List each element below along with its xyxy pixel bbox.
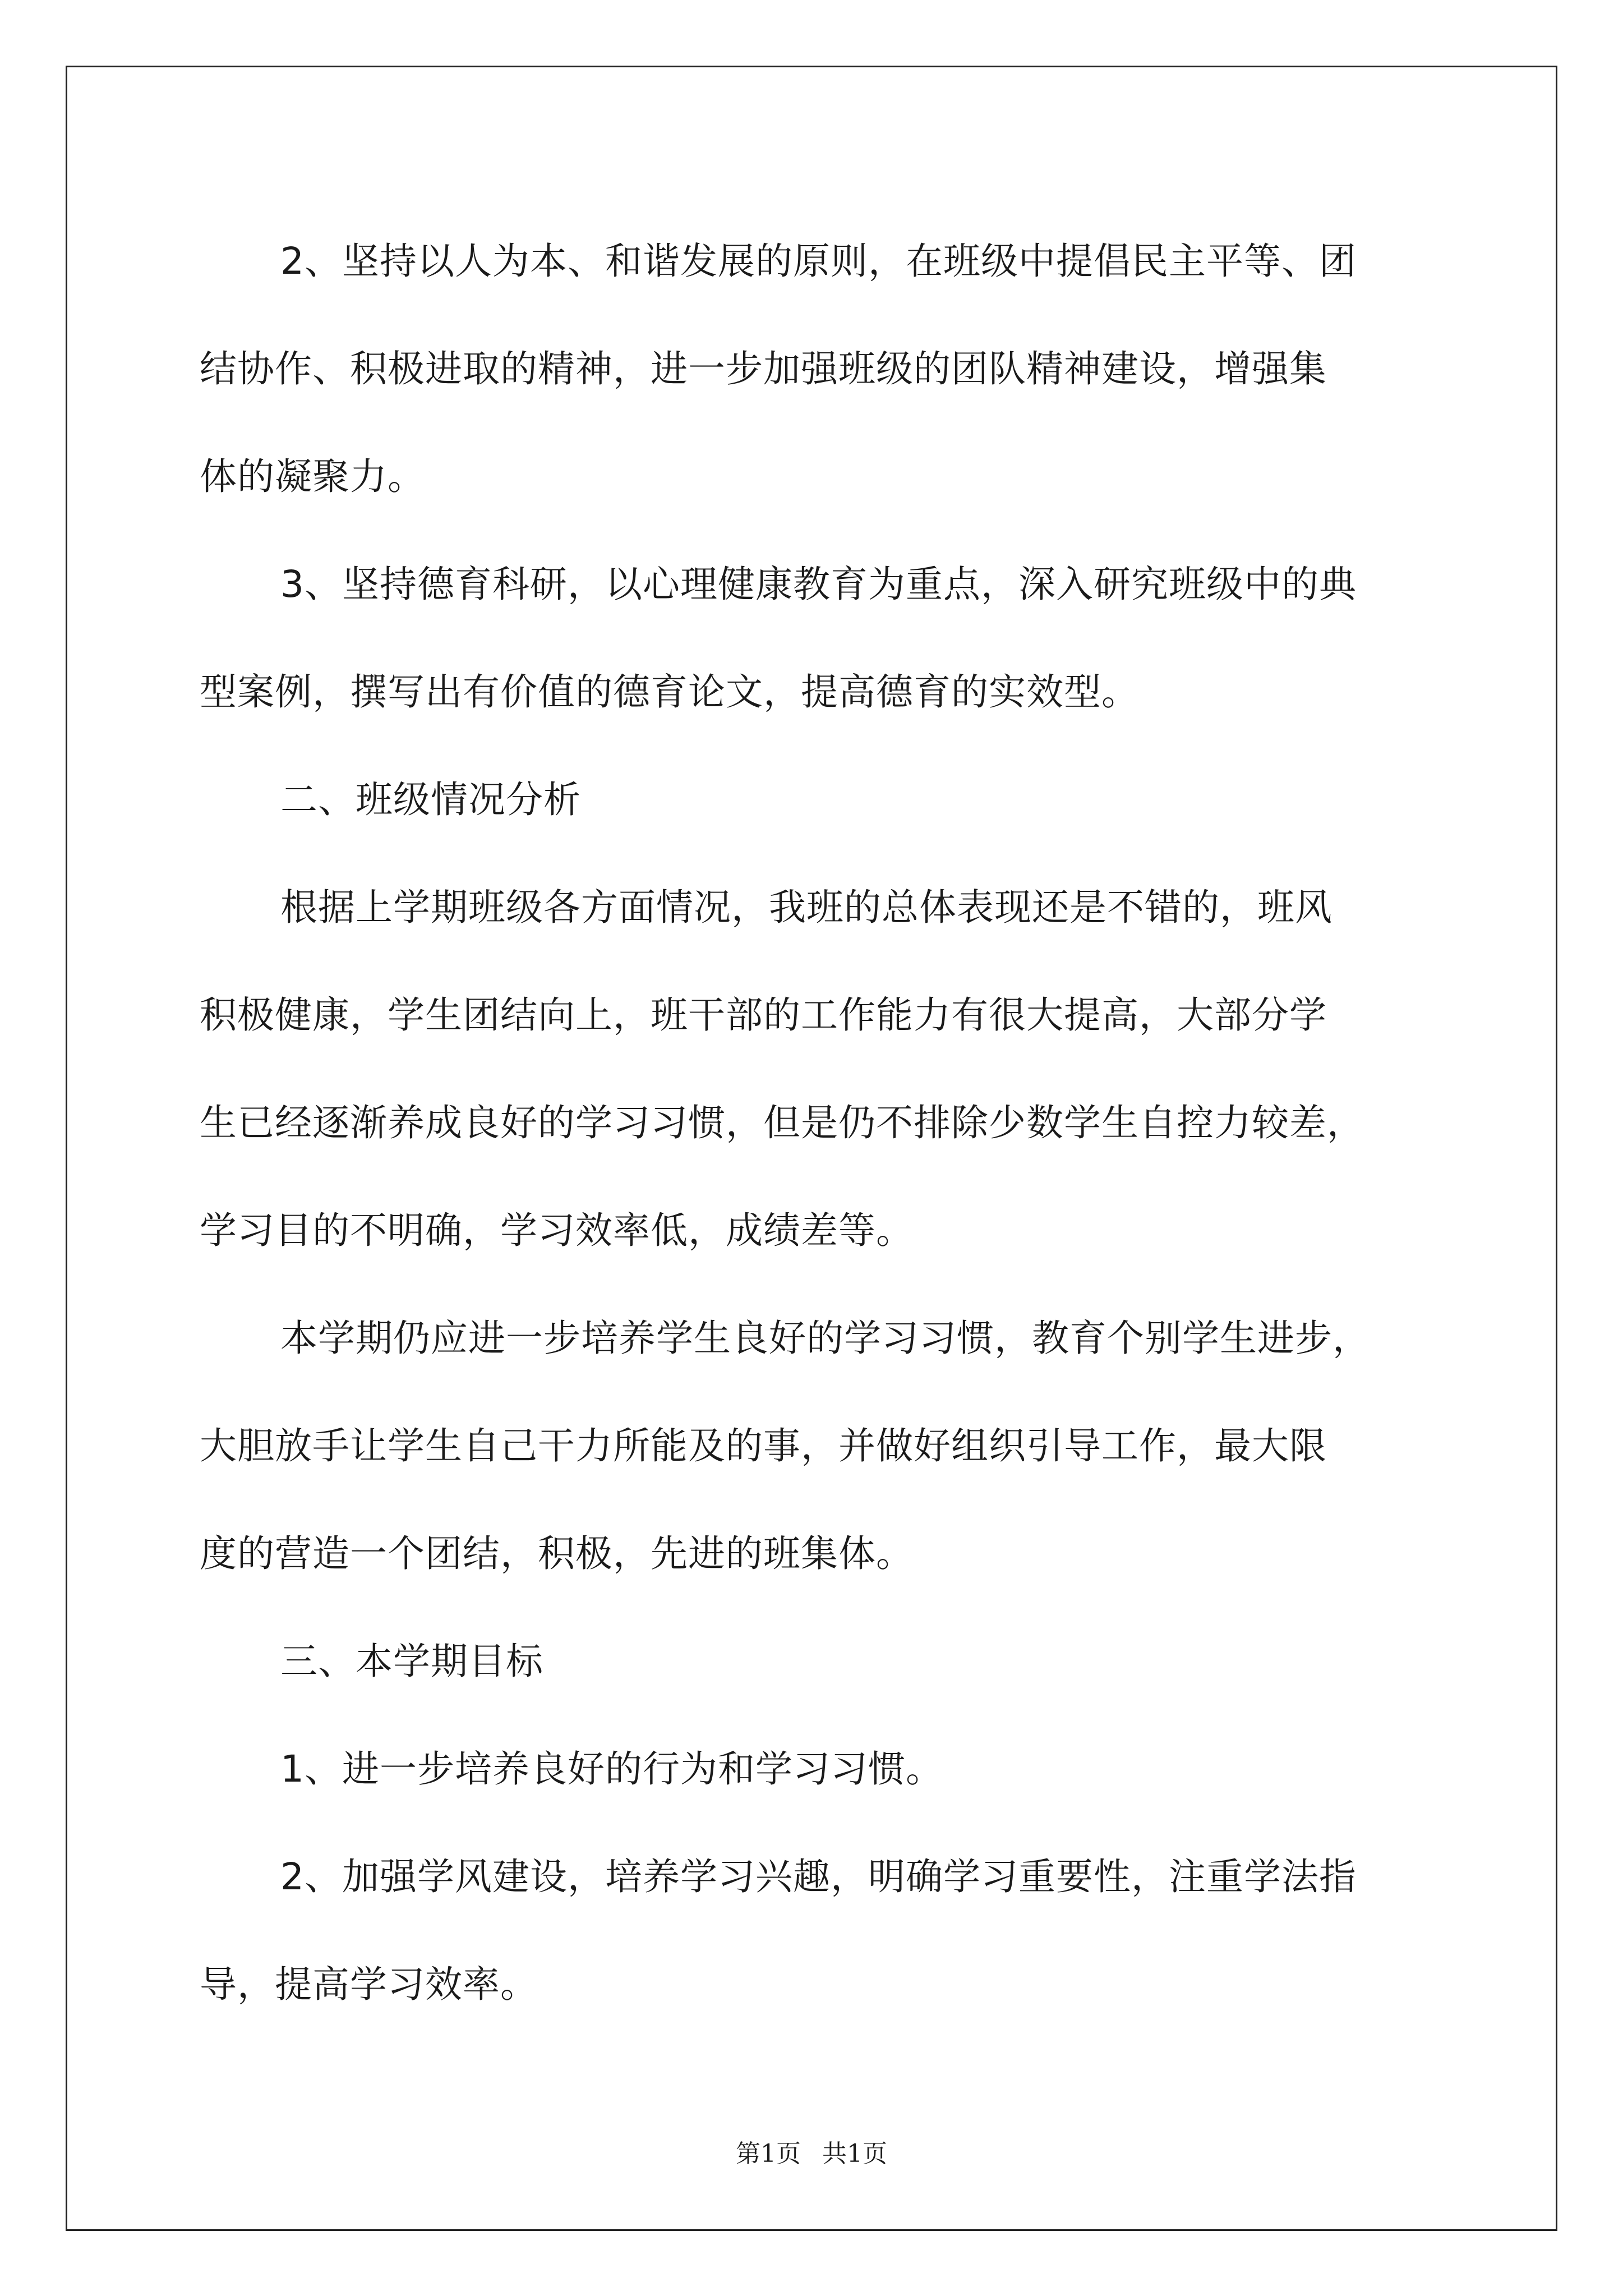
- text-line: 结协作、积极进取的精神，进一步加强班级的团队精神建设，增强集: [200, 347, 1327, 390]
- text-line: 根据上学期班级各方面情况，我班的总体表现还是不错的，班风: [280, 886, 1332, 929]
- text-line: 本学期仍应进一步培养学生良好的学习习惯，教育个别学生进步，: [280, 1317, 1370, 1360]
- section-heading: [200, 1608, 1433, 1715]
- paragraph: [200, 854, 1433, 1285]
- text-line: 2、加强学风建设，培养学习兴趣，明确学习重要性，注重学法指: [280, 1855, 1357, 1898]
- text-line: 积极健康，学生团结向上，班干部的工作能力有很大提高，大部分学: [200, 993, 1327, 1037]
- paragraph: [200, 531, 1433, 746]
- paragraph: [200, 208, 1433, 531]
- paragraph: [200, 1285, 1433, 1608]
- page-footer: [0, 2133, 1623, 2169]
- text-line: 度的营造一个团结，积极，先进的班集体。: [200, 1532, 914, 1575]
- page-total: 共1页: [822, 2139, 887, 2168]
- text-line: 型案例，撰写出有价值的德育论文，提高德育的实效型。: [200, 670, 1139, 714]
- text-line: 3、坚持德育科研，以心理健康教育为重点，深入研究班级中的典: [280, 563, 1357, 606]
- paragraph: [200, 1715, 1433, 1823]
- paragraph: [200, 1823, 1433, 2039]
- text-line: 生已经逐渐养成良好的学习习惯，但是仍不排除少数学生自控力较差，: [200, 1101, 1364, 1144]
- text-line: 体的凝聚力。: [200, 455, 425, 498]
- text-line: 导，提高学习效率。: [200, 1963, 538, 2006]
- text-line: 学习目的不明确，学习效率低，成绩差等。: [200, 1209, 914, 1252]
- page-number: 第1页: [736, 2139, 801, 2168]
- text-line: 2、坚持以人为本、和谐发展的原则，在班级中提倡民主平等、团: [280, 240, 1357, 283]
- text-line: 1、进一步培养良好的行为和学习习惯。: [280, 1747, 943, 1791]
- document-body: [200, 208, 1433, 2039]
- text-line: 大胆放手让学生自己干力所能及的事，并做好组织引导工作，最大限: [200, 1424, 1327, 1467]
- section-heading: [200, 746, 1433, 854]
- text-line: 二、班级情况分析: [280, 778, 581, 821]
- text-line: 三、本学期目标: [280, 1640, 543, 1683]
